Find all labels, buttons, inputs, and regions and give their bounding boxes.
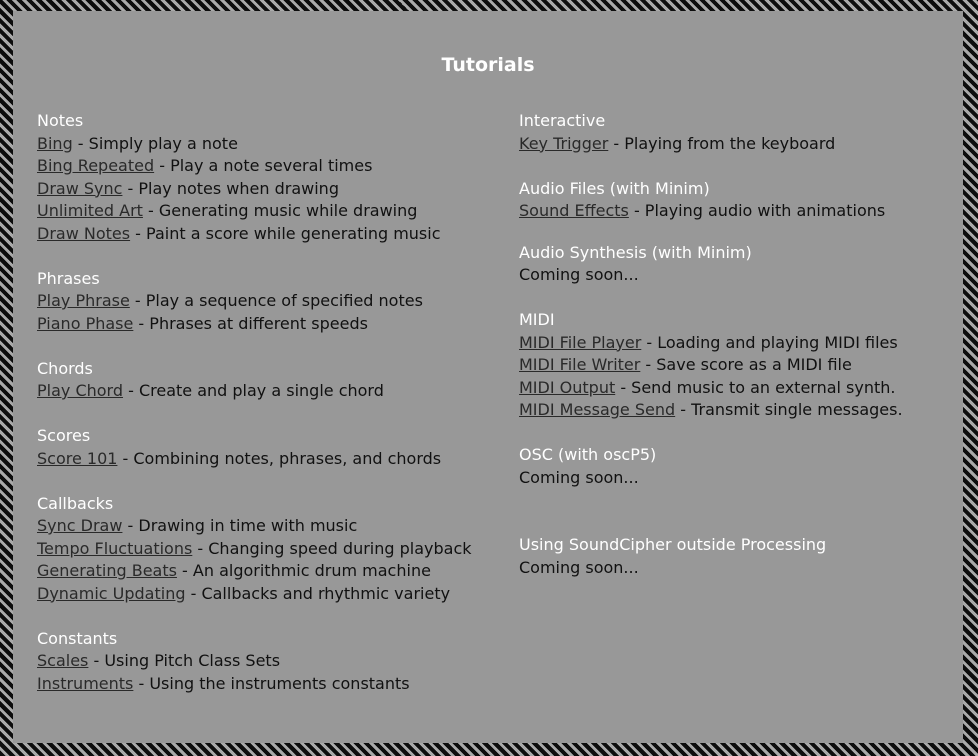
section-heading: OSC (with oscP5) <box>519 445 657 464</box>
list-item <box>37 155 497 178</box>
tutorial-link-play-chord[interactable]: Play Chord <box>37 381 124 400</box>
list-item <box>37 560 497 583</box>
section-heading: Constants <box>37 628 118 648</box>
tutorial-description: - Play a note several times <box>154 156 373 175</box>
tutorial-link-midi-message-send[interactable]: MIDI Message Send <box>519 400 676 419</box>
section-interactive <box>519 110 959 155</box>
coming-soon-text: Coming soon... <box>519 265 639 284</box>
tutorial-link-instruments[interactable]: Instruments <box>37 673 134 693</box>
section-heading: Audio Synthesis (with Minim) <box>519 242 752 262</box>
section-outside-processing <box>519 534 959 579</box>
tutorial-link-draw-sync[interactable]: Draw Sync <box>37 178 123 198</box>
tutorial-description: - Loading and playing MIDI files <box>641 332 898 352</box>
list-item <box>37 650 497 673</box>
coming-soon-text: Coming soon... <box>519 557 639 577</box>
list-item <box>37 200 497 223</box>
list-item <box>37 380 497 403</box>
list-item <box>37 673 497 696</box>
tutorial-link-piano-phase[interactable]: Piano Phase <box>37 313 134 333</box>
section-midi <box>519 309 959 422</box>
list-item <box>37 290 497 313</box>
tutorial-link-sync-draw[interactable]: Sync Draw <box>37 516 123 535</box>
section-heading: Callbacks <box>37 493 114 513</box>
tutorial-link-unlimited-art[interactable]: Unlimited Art <box>37 201 143 220</box>
content-panel <box>13 11 963 743</box>
section-heading: Chords <box>37 358 93 378</box>
tutorial-description: - Combining notes, phrases, and chords <box>117 448 442 468</box>
section-audio-synthesis <box>519 242 959 287</box>
tutorial-description: - Phrases at different speeds <box>133 313 368 333</box>
list-item <box>519 399 959 422</box>
section-heading: Notes <box>37 111 84 130</box>
section-osc <box>519 444 959 489</box>
section-heading: MIDI <box>519 310 555 329</box>
tutorial-description: - Playing audio with animations <box>628 201 886 220</box>
tutorial-description: - Transmit single messages. <box>675 400 903 419</box>
tutorial-description: - Send music to an external synth. <box>615 377 896 397</box>
tutorial-description: - Play notes when drawing <box>122 178 339 198</box>
section-heading: Scores <box>37 426 91 445</box>
tutorial-description: - An algorithmic drum machine <box>176 561 431 580</box>
section-notes <box>37 110 497 245</box>
tutorial-description: - Create and play a single chord <box>123 381 384 400</box>
list-item <box>37 538 497 561</box>
section-constants <box>37 628 497 696</box>
right-column <box>519 110 959 579</box>
tutorial-description: - Simply play a note <box>72 133 238 153</box>
list-item <box>37 133 497 156</box>
tutorial-link-score-101[interactable]: Score 101 <box>37 448 118 468</box>
list-item <box>37 448 497 471</box>
page-title: Tutorials <box>441 54 535 76</box>
section-phrases <box>37 268 497 336</box>
tutorial-description: - Playing from the keyboard <box>608 133 836 153</box>
coming-soon-text: Coming soon... <box>519 467 639 487</box>
left-column <box>37 110 497 695</box>
list-item <box>519 133 959 156</box>
list-item <box>519 332 959 355</box>
tutorial-description: - Save score as a MIDI file <box>640 355 852 374</box>
section-audio-files <box>519 178 959 223</box>
tutorial-link-midi-file-writer[interactable]: MIDI File Writer <box>519 355 641 374</box>
list-item <box>37 178 497 201</box>
list-item <box>37 515 497 538</box>
section-heading: Interactive <box>519 111 606 130</box>
section-scores <box>37 425 497 470</box>
tutorial-description: - Using the instruments constants <box>133 673 410 693</box>
tutorial-description: - Using Pitch Class Sets <box>88 651 281 670</box>
list-item <box>519 377 959 400</box>
tutorial-description: - Drawing in time with music <box>122 516 358 535</box>
tutorial-link-bing-repeated[interactable]: Bing Repeated <box>37 156 155 175</box>
list-item <box>37 313 497 336</box>
tutorial-link-tempo-fluctuations[interactable]: Tempo Fluctuations <box>37 538 193 558</box>
tutorial-description: - Generating music while drawing <box>142 201 418 220</box>
tutorial-link-draw-notes[interactable]: Draw Notes <box>37 223 131 243</box>
list-item <box>519 354 959 377</box>
tutorial-link-play-phrase[interactable]: Play Phrase <box>37 291 130 310</box>
section-heading: Phrases <box>37 268 100 288</box>
tutorial-link-key-trigger[interactable]: Key Trigger <box>519 133 609 153</box>
tutorial-description: - Changing speed during playback <box>192 538 472 558</box>
tutorial-description: - Callbacks and rhythmic variety <box>185 583 451 603</box>
tutorial-link-dynamic-updating[interactable]: Dynamic Updating <box>37 583 186 603</box>
tutorial-description: - Paint a score while generating music <box>130 223 441 243</box>
tutorial-link-midi-output[interactable]: MIDI Output <box>519 377 616 397</box>
list-item <box>37 223 497 246</box>
section-heading: Audio Files (with Minim) <box>519 178 710 198</box>
section-heading: Using SoundCipher outside Processing <box>519 535 827 554</box>
tutorial-link-bing[interactable]: Bing <box>37 133 73 153</box>
section-callbacks <box>37 493 497 606</box>
list-item <box>37 583 497 606</box>
section-chords <box>37 358 497 403</box>
tutorial-description: - Play a sequence of specified notes <box>129 291 423 310</box>
tutorial-link-midi-file-player[interactable]: MIDI File Player <box>519 332 642 352</box>
tutorial-link-scales[interactable]: Scales <box>37 651 89 670</box>
list-item <box>519 200 959 223</box>
tutorial-link-sound-effects[interactable]: Sound Effects <box>519 201 629 220</box>
tutorial-link-generating-beats[interactable]: Generating Beats <box>37 561 177 580</box>
